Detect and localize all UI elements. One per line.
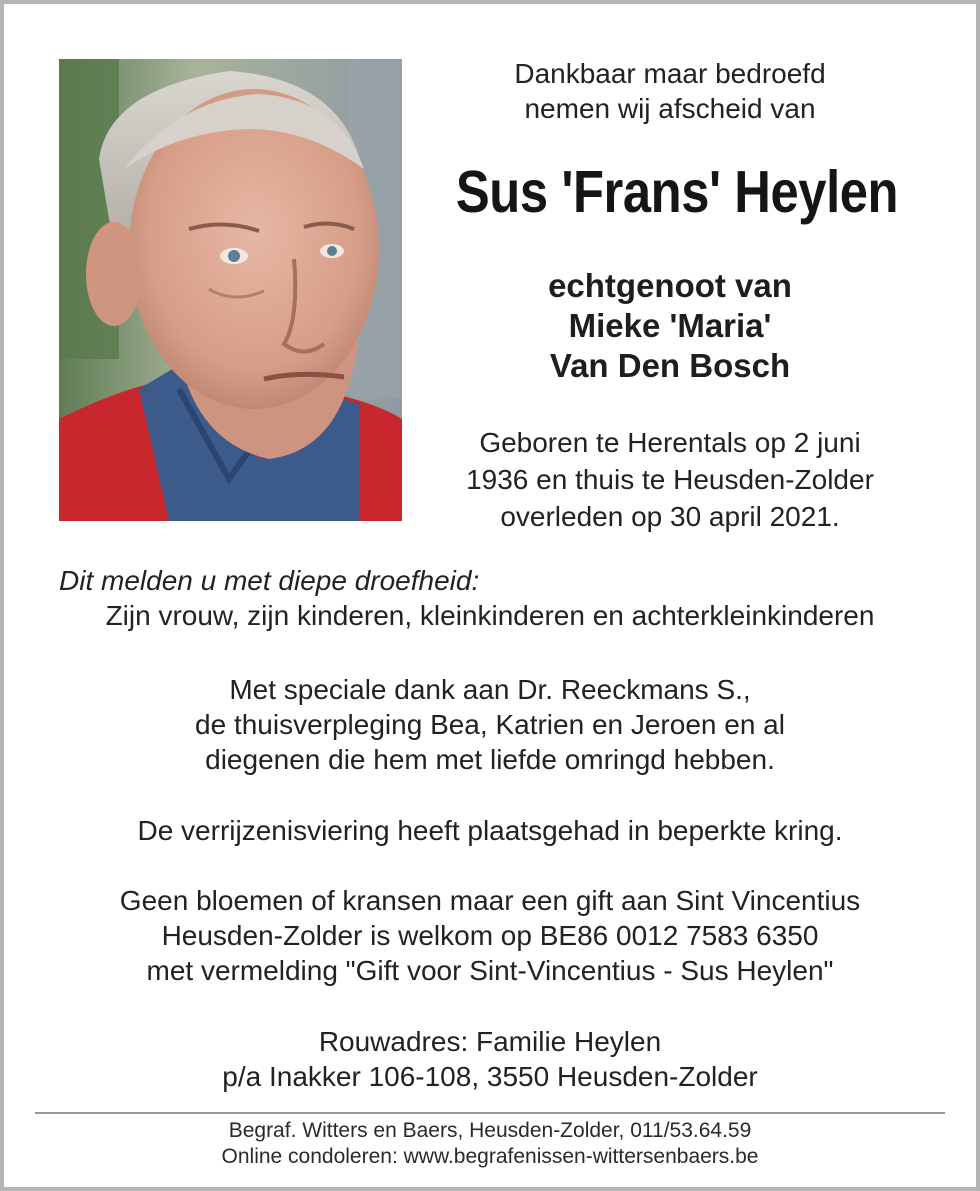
birth-line-2: 1936 en thuis te Heusden-Zolder [466, 464, 874, 495]
footer-condolence-link[interactable]: Online condoleren: www.begrafenissen-wittersenbaers.be [221, 1145, 759, 1168]
spouse-line-3: Van Den Bosch [549, 347, 791, 384]
footer-funeral-home: Begraf. Witters en Baers, Heusden-Zolder, 011/53.64.59 [228, 1119, 752, 1142]
birth-line-3: overleden op 30 april 2021. [500, 501, 840, 532]
donation-paragraph [0, 883, 980, 988]
family-members: Zijn vrouw, zijn kinderen, kleinkinderen en achterkleinkinderen [105, 600, 875, 631]
thanks-line-1: Met speciale dank aan Dr. Reeckmans S., [229, 674, 751, 705]
thanks-paragraph [0, 672, 980, 777]
birth-line-1: Geboren te Herentals op 2 juni [479, 427, 861, 458]
donation-line-3: met vermelding "Gift voor Sint-Vincentius - Sus Heylen" [146, 955, 834, 986]
donation-line-2: Heusden-Zolder is welkom op BE86 0012 7583 6350 [161, 920, 819, 951]
spouse-block [420, 266, 920, 386]
footer-divider [35, 1112, 945, 1114]
address-line-1: Rouwadres: Familie Heylen [318, 1026, 662, 1057]
deceased-name: Sus 'Frans' Heylen [455, 159, 899, 225]
birth-death-info [420, 424, 920, 535]
portrait-photo [59, 59, 402, 521]
intro-text [420, 56, 920, 126]
portrait-illustration [59, 59, 402, 521]
address-line-2: p/a Inakker 106-108, 3550 Heusden-Zolder [222, 1061, 758, 1092]
intro-line-2: nemen wij afscheid van [524, 93, 816, 124]
service-line-1: De verrijzenisviering heeft plaatsgehad in beperkte kring. [137, 815, 843, 846]
announcement-intro: Dit melden u met diepe droefheid: [59, 565, 480, 596]
service-paragraph [0, 813, 980, 848]
address-paragraph [0, 1024, 980, 1094]
intro-line-1: Dankbaar maar bedroefd [514, 58, 826, 89]
spouse-line-1: echtgenoot van [548, 267, 792, 304]
donation-line-1: Geen bloemen of kransen maar een gift aan Sint Vincentius [119, 885, 861, 916]
thanks-line-3: diegenen die hem met liefde omringd hebben. [205, 744, 775, 775]
thanks-line-2: de thuisverpleging Bea, Katrien en Jeroen en al [195, 709, 785, 740]
footer [0, 1118, 980, 1170]
spouse-line-2: Mieke 'Maria' [568, 307, 772, 344]
